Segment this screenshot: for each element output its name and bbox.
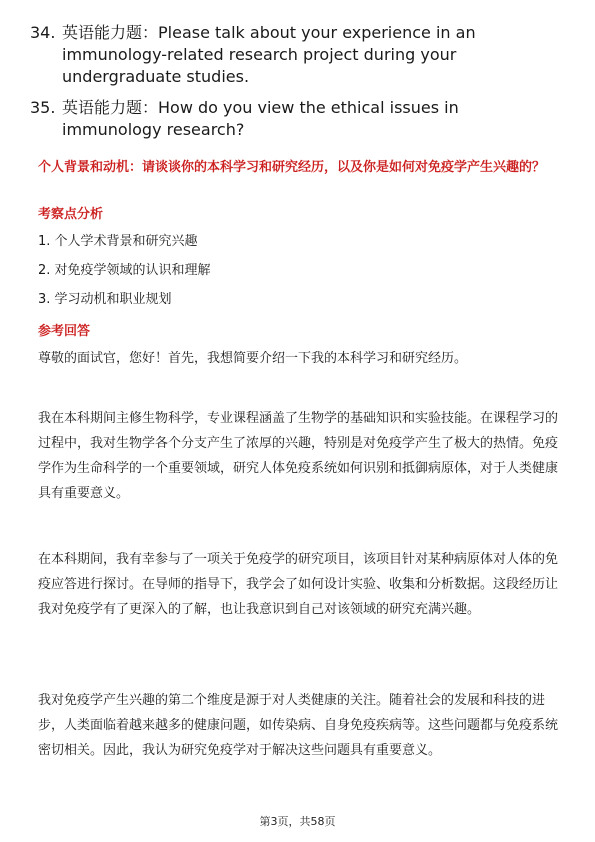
section-title: 个人背景和动机：请谈谈你的本科学习和研究经历，以及你是如何对免疫学产生兴趣的？ xyxy=(38,160,546,175)
answer-paragraph: 我对免疫学产生兴趣的第二个维度是源于对人类健康的关注。随着社会的发展和科技的进步，人类面临着越来越多的健康问题，如传染病、自身免疫疾病等。这些问题都与免疫系统密切相关。因此，我认为研究免疫学对于解决这些问题具有重要意义。 xyxy=(38,693,559,758)
analysis-item: 2. 对免疫学领域的认识和理解 xyxy=(38,263,211,278)
question-34 xyxy=(30,22,560,88)
question-text: 英语能力题：How do you view the ethical issues in immunology research? xyxy=(62,98,459,139)
question-text: 英语能力题：Please talk about your experience in an immunology-related research project during your undergraduate studies. xyxy=(62,23,476,86)
page-footer: 第3页，共58页 xyxy=(259,815,336,828)
answer-paragraph: 尊敬的面试官，您好！首先，我想简要介绍一下我的本科学习和研究经历。 xyxy=(38,351,468,366)
question-number: 35. xyxy=(30,98,56,117)
answer-paragraph: 我在本科期间主修生物科学，专业课程涵盖了生物学的基础知识和实验技能。在课程学习的过程中，我对生物学各个分支产生了浓厚的兴趣，特别是对免疫学产生了极大的热情。免疫学作为生命科学的一个重要领域，研究人体免疫系统如何识别和抵御病原体，对于人类健康具有重要意义。 xyxy=(38,411,559,501)
answer-title: 参考回答 xyxy=(38,324,91,339)
answer-paragraph: 在本科期间，我有幸参与了一项关于免疫学的研究项目，该项目针对某种病原体对人体的免疫应答进行探讨。在导师的指导下，我学会了如何设计实验、收集和分析数据。这段经历让我对免疫学有了更深入的了解，也让我意识到自己对该领域的研究充满兴趣。 xyxy=(38,552,559,617)
analysis-item: 3. 学习动机和职业规划 xyxy=(38,292,172,307)
analysis-item: 1. 个人学术背景和研究兴趣 xyxy=(38,234,198,249)
analysis-title: 考察点分析 xyxy=(38,207,104,222)
question-35 xyxy=(30,97,560,141)
question-number: 34. xyxy=(30,23,56,42)
